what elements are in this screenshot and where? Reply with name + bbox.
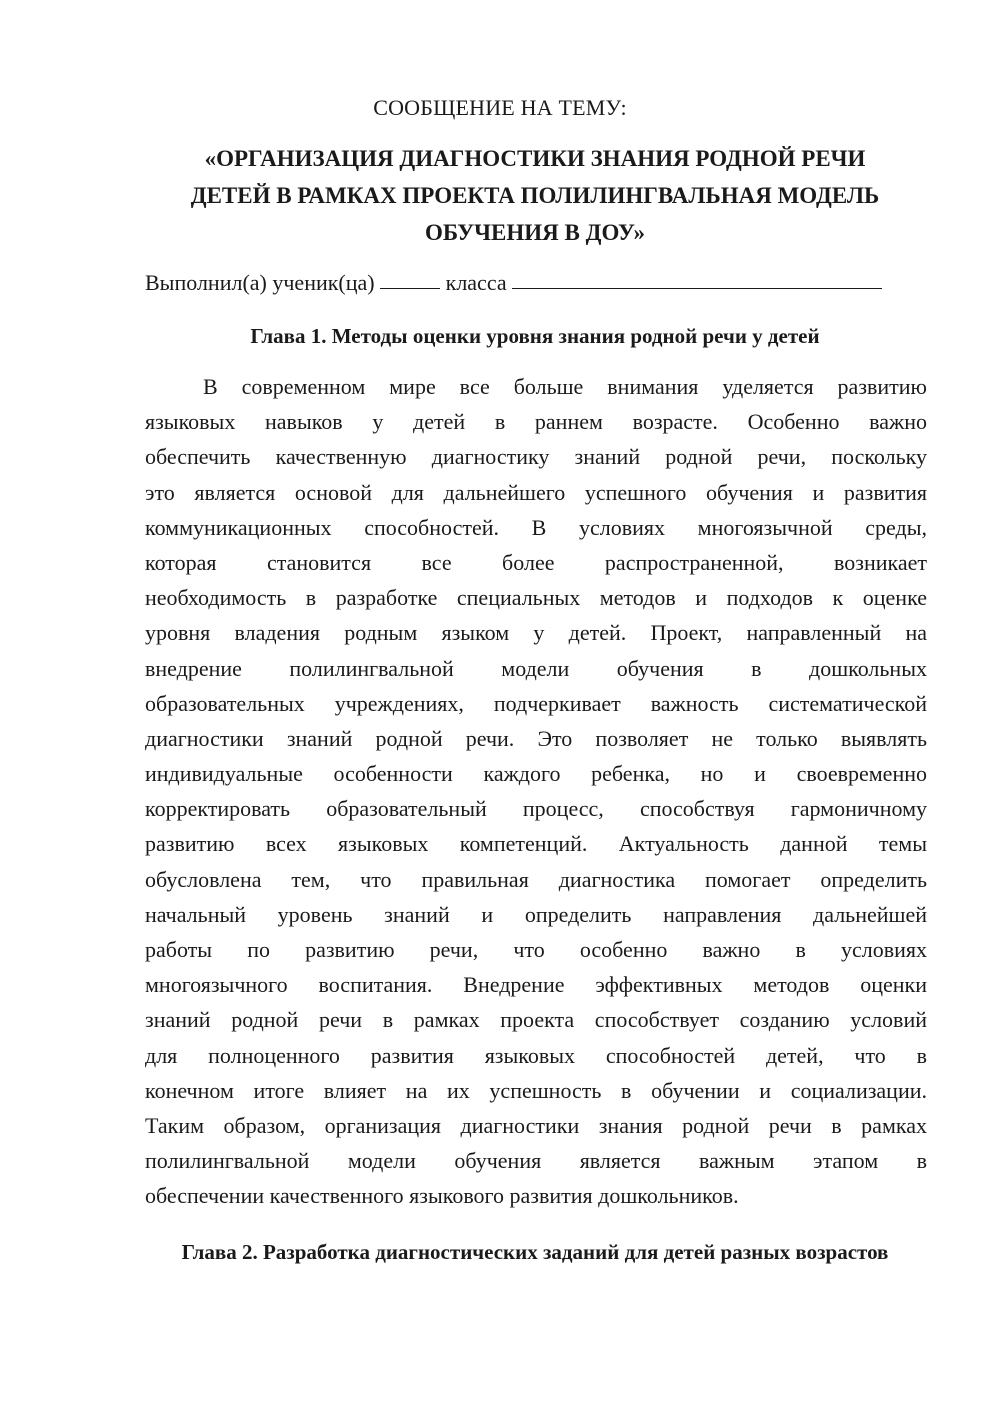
document-header-label: СООБЩЕНИЕ НА ТЕМУ: — [373, 95, 627, 120]
title-line: «ОРГАНИЗАЦИЯ ДИАГНОСТИКИ ЗНАНИЯ РОДНОЙ РЕЧИ — [204, 146, 866, 171]
author-line — [145, 269, 882, 296]
author-prefix: Выполнил(а) ученик(ца) — [145, 270, 375, 295]
paragraph-line: обусловлена тем, что правильная диагностика помогает определить — [145, 866, 927, 892]
paragraph-line: уровня владения родным языком у детей. Проект, направленный на — [145, 620, 927, 646]
paragraph-line: знаний родной речи в рамках проекта способствует созданию условий — [145, 1007, 927, 1033]
chapter-2-heading: Глава 2. Разработка диагностических заданий для детей разных возрастов — [181, 1240, 889, 1264]
class-number-blank — [380, 268, 440, 289]
document-title — [120, 140, 950, 251]
paragraph-line: необходимость в разработке специальных методов и подходов к оценке — [145, 585, 927, 611]
paragraph-line: обеспечить качественную диагностику знаний родной речи, поскольку — [145, 444, 927, 470]
paragraph-line: развитию всех языковых компетенций. Актуальность данной темы — [145, 831, 927, 857]
paragraph-line: конечном итоге влияет на их успешность в обучении и социализации. — [145, 1077, 927, 1103]
class-letter-blank — [512, 268, 882, 289]
paragraph-line: для полноценного развития языковых способностей детей, что в — [145, 1042, 927, 1068]
chapter-1-heading: Глава 1. Методы оценки уровня знания родной речи у детей — [250, 324, 820, 348]
paragraph-line: начальный уровень знаний и определить направления дальнейшей — [145, 901, 927, 927]
title-line: ОБУЧЕНИЯ В ДОУ» — [425, 220, 645, 245]
paragraph-line: коммуникационных способностей. В условиях многоязычной среды, — [145, 514, 927, 540]
author-class-word: класса — [445, 270, 507, 295]
paragraph-line: диагностики знаний родной речи. Это позволяет не только выявлять — [145, 725, 927, 751]
paragraph-line: внедрение полилингвальной модели обучения в дошкольных — [145, 655, 927, 681]
paragraph-line: обеспечении качественного языкового развития дошкольников. — [145, 1183, 739, 1209]
paragraph-line: работы по развитию речи, что особенно важно в условиях — [145, 937, 927, 962]
title-line: ДЕТЕЙ В РАМКАХ ПРОЕКТА ПОЛИЛИНГВАЛЬНАЯ МОДЕЛЬ — [190, 183, 880, 208]
paragraph-line: многоязычного воспитания. Внедрение эффективных методов оценки — [145, 972, 927, 998]
chapter-1-body — [145, 369, 927, 1214]
paragraph-line: полилингвальной модели обучения является важным этапом в — [145, 1148, 927, 1174]
paragraph-line: индивидуальные особенности каждого ребенка, но и своевременно — [145, 761, 927, 787]
paragraph-line: это является основой для дальнейшего успешного обучения и развития — [145, 479, 927, 505]
paragraph-line: которая становится все более распространенной, возникает — [145, 549, 927, 575]
paragraph-line: В современном мире все больше внимания уделяется развитию — [203, 374, 927, 399]
paragraph-line: языковых навыков у детей в раннем возрасте. Особенно важно — [145, 409, 927, 435]
paragraph-line: корректировать образовательный процесс, способствуя гармоничному — [145, 796, 927, 822]
paragraph-line: Таким образом, организация диагностики знания родной речи в рамках — [145, 1112, 927, 1138]
paragraph-line: образовательных учреждениях, подчеркивает важность систематической — [145, 690, 927, 716]
